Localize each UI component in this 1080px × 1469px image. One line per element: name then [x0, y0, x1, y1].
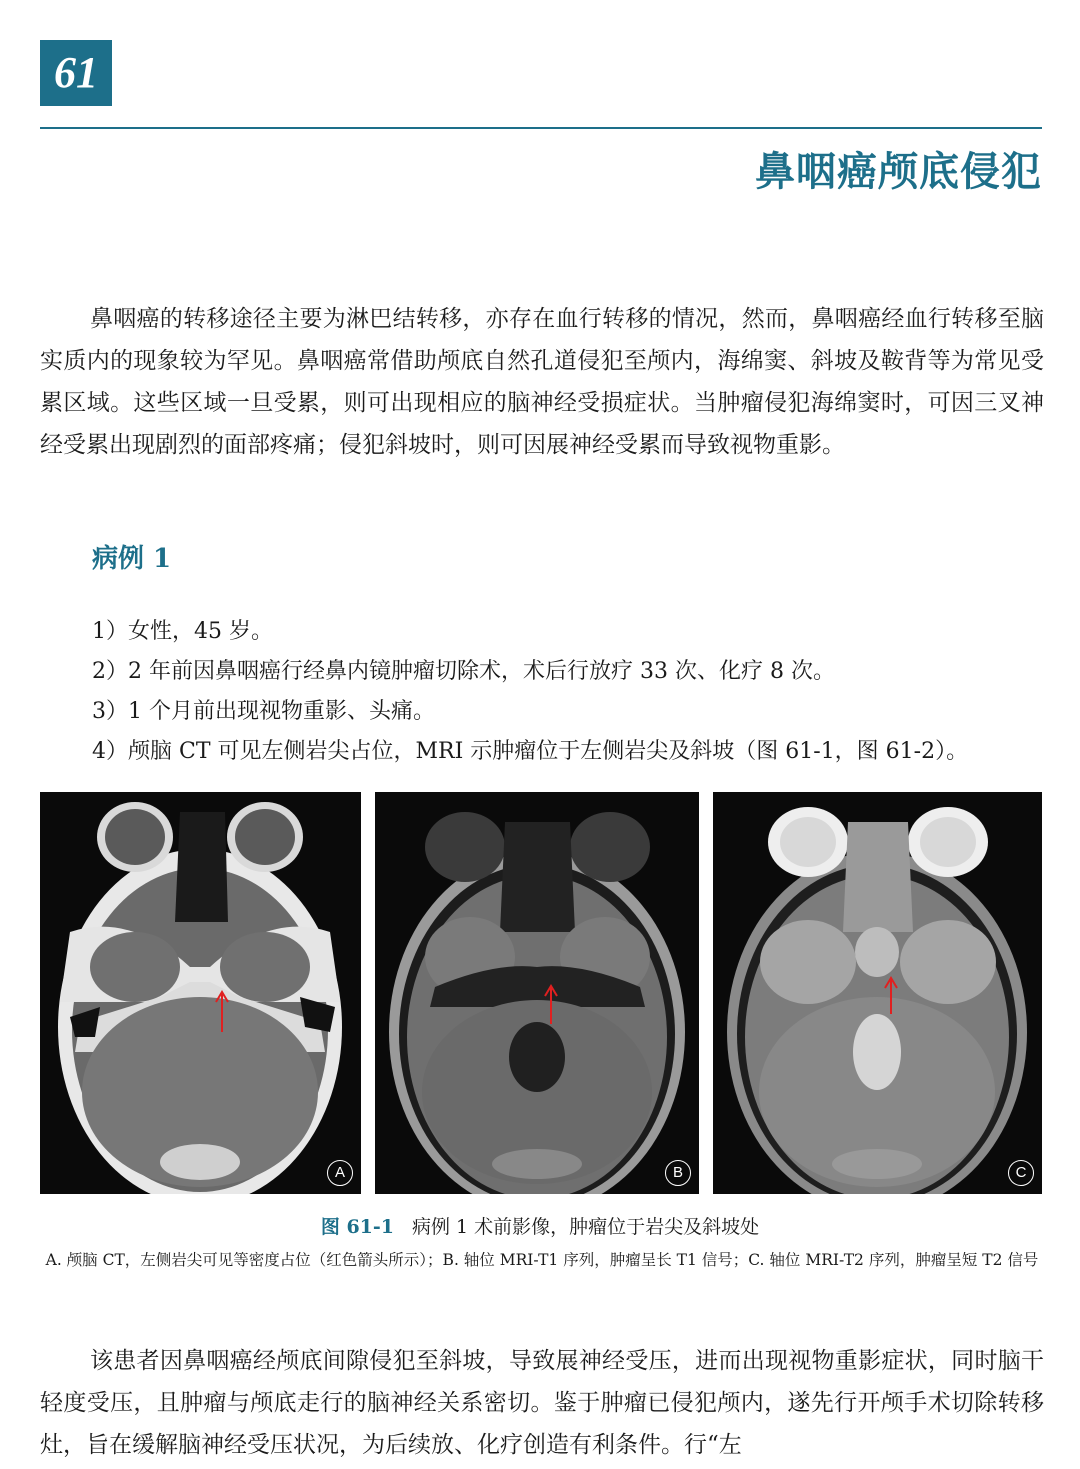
- mri-t1-image-panel: [375, 792, 699, 1194]
- list-item: 3）1 个月前出现视物重影、头痛。: [92, 699, 435, 724]
- figure-caption-body: A. 颅脑 CT，左侧岩尖可见等密度占位（红色箭头所示）；B. 轴位 MRI-T1 序列，肿瘤呈长 T1 信号；C. 轴位 MRI-T2 序列，肿瘤呈短 T2 信号: [45, 1251, 1039, 1269]
- closing-paragraph: 该患者因鼻咽癌经颅底间隙侵犯至斜坡，导致展神经受压，进而出现视物重影症状，同时脑干轻度受压，且肿瘤与颅底走行的脑神经关系密切。鉴于肿瘤已侵犯颅内，遂先行开颅手术切除转移灶，旨在缓解脑神经受压状况，为后续放、化疗创造有利条件。行“左: [40, 1348, 1044, 1458]
- mri-t1-scan-image: [375, 792, 699, 1194]
- ct-scan-image: [40, 792, 361, 1194]
- figure-caption-title: [0, 1212, 1080, 1239]
- case-heading: 病例 1: [92, 544, 172, 574]
- intro-paragraph: 鼻咽癌的转移途径主要为淋巴结转移，亦存在血行转移的情况，然而，鼻咽癌经血行转移至脑实质内的现象较为罕见。鼻咽癌常借助颅底自然孔道侵犯至颅内，海绵窦、斜坡及鞍背等为常见受累区域。这些区域一旦受累，则可出现相应的脑神经受损症状。当肿瘤侵犯海绵窦时，可因三叉神经受累出现剧烈的面部疼痛；侵犯斜坡时，则可因展神经受累而导致视物重影。: [40, 306, 1044, 458]
- figure-number: 图 61-1: [320, 1216, 394, 1238]
- panel-label-b: B: [665, 1160, 691, 1186]
- list-item: 4）颅脑 CT 可见左侧岩尖占位，MRI 示肿瘤位于左侧岩尖及斜坡（图 61-1，图 61-2）。: [92, 739, 969, 764]
- mri-t2-scan-image: [713, 792, 1042, 1194]
- list-item: 2）2 年前因鼻咽癌行经鼻内镜肿瘤切除术，术后行放疗 33 次、化疗 8 次。: [92, 659, 835, 684]
- list-item: 1）女性，45 岁。: [92, 619, 273, 644]
- chapter-title: 鼻咽癌颅底侵犯: [755, 148, 1042, 195]
- chapter-number-badge: 61: [40, 40, 112, 106]
- header-rule: [40, 127, 1042, 129]
- panel-label-a: A: [327, 1160, 353, 1186]
- case-history-list: [92, 612, 968, 772]
- figure-title: 病例 1 术前影像，肿瘤位于岩尖及斜坡处: [412, 1216, 760, 1238]
- panel-label-c: C: [1008, 1160, 1034, 1186]
- mri-t2-image-panel: [713, 792, 1042, 1194]
- figure-61-1: [40, 792, 1042, 1194]
- ct-image-panel: [40, 792, 361, 1194]
